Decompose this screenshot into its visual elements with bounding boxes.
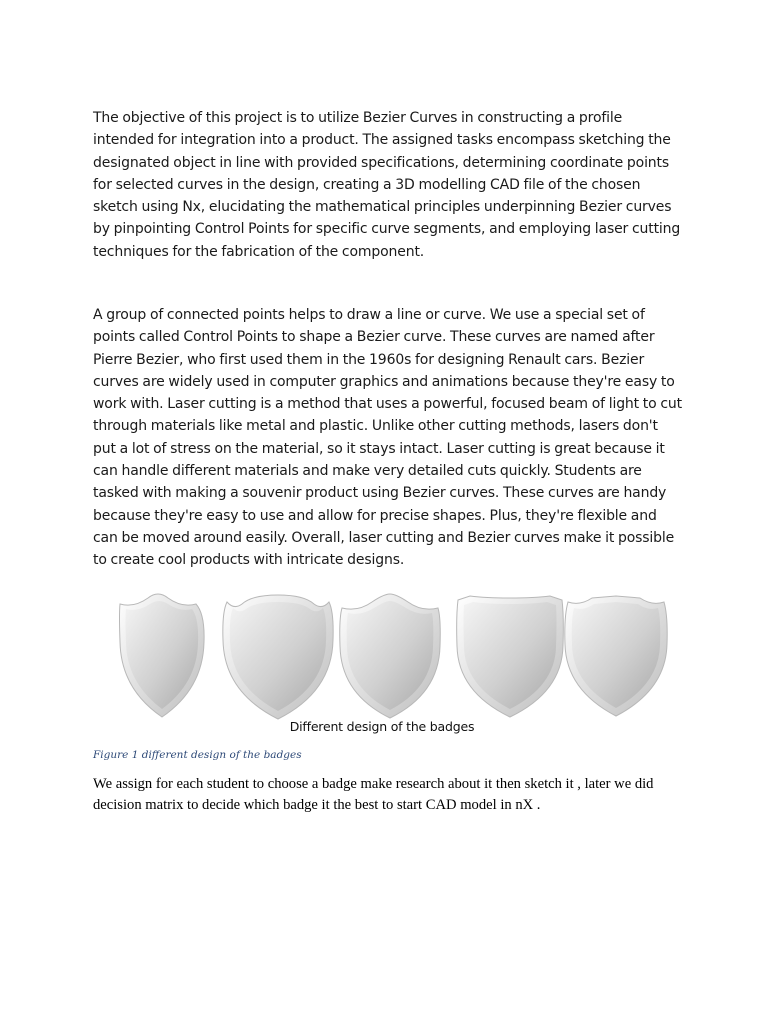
badge-2-icon [223,595,333,719]
image-caption: Different design of the badges [289,719,475,734]
badge-1-icon [120,594,205,717]
background-paragraph: A group of connected points helps to draw a line or curve. We use a special set of points called Control Points to shape a Bezier curve. These curves are named after Pierre Bezier, who first used them in the 1960s for designing Renault cars. Bezier curves are widely used in computer graphics and animations because they're easy to work with. Laser cutting is a method that uses a powerful, focused beam of light to cut through materials like metal and plastic. Unlike other cutting methods, lasers don't put a lot of stress on the material, so it stays intact. Laser cutting is great because it can handle different materials and make very detailed cuts quickly. Students are tasked with making a souvenir product using Bezier curves. These curves are handy because they're easy to use and allow for precise shapes. Plus, they're flexible and can be moved around easily. Overall, laser cutting and Bezier curves make it possible to create cool products with intricate designs. [93,307,682,569]
figure-caption: Figure 1 different design of the badges [93,749,302,761]
badge-3-icon [340,594,441,718]
intro-paragraph: The objective of this project is to utilize Bezier Curves in constructing a profile intended for integration into a product. The assigned tasks encompass sketching the designated object in line with provided specifications, determining coordinate points for selected curves in the design, creating a 3D modelling CAD file of the chosen sketch using Nx, elucidating the mathematical principles underpinning Bezier curves by pinpointing Control Points for specific curve segments, and employing laser cutting techniques for the fabrication of the component. [93,110,681,260]
badge-designs-figure [112,592,672,740]
badge-illustration [112,592,672,722]
badge-4-icon [457,596,564,717]
badge-5-icon [565,596,667,716]
closing-paragraph: We assign for each student to choose a badge make research about it then sketch it , later we did decision matrix to decide which badge it the best to start CAD model in nX . [93,776,654,813]
